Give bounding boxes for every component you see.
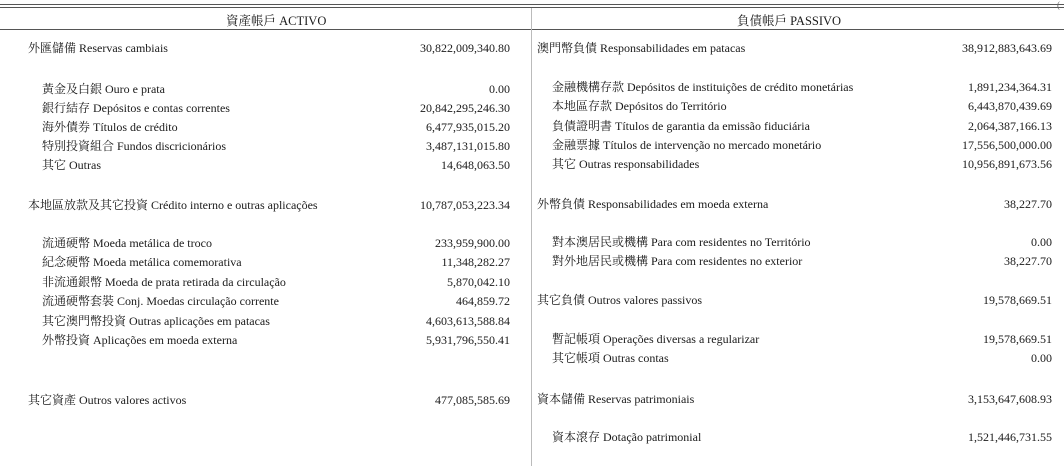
row-label: 金融機構存款 Depósitos de instituições de crédito monetárias bbox=[552, 80, 854, 94]
row-value: 10,787,053,223.34 bbox=[420, 198, 510, 212]
row-value: 0.00 bbox=[489, 82, 510, 96]
row-value: 14,648,063.50 bbox=[441, 158, 510, 172]
row-label: 暫記帳項 Operações diversas a regularizar bbox=[552, 332, 760, 346]
liability-row-foreign-currency bbox=[537, 196, 1052, 212]
assets-header: 資產帳戶 ACTIVO bbox=[226, 14, 327, 28]
row-label: 本地區放款及其它投資 Crédito interno e outras aplicações bbox=[28, 198, 318, 212]
asset-row-commemorative-coins bbox=[42, 254, 510, 270]
top-rule bbox=[0, 4, 1064, 5]
liability-row-institution-deposits bbox=[552, 79, 1052, 95]
row-value: 464,859.72 bbox=[456, 294, 510, 308]
row-label: 對外地居民或機構 Para com residentes no exterior bbox=[552, 254, 803, 268]
top-rule-double bbox=[0, 7, 1064, 8]
liability-row-resident-institutions bbox=[552, 234, 1052, 250]
row-value: 19,578,669.51 bbox=[983, 293, 1052, 307]
asset-row-others bbox=[42, 157, 510, 173]
liability-row-other-liabilities bbox=[537, 292, 1052, 308]
corner-mark: ( bbox=[1057, 0, 1060, 10]
row-label: 銀行結存 Depósitos e contas correntes bbox=[42, 101, 230, 115]
row-value: 38,227.70 bbox=[1004, 197, 1052, 211]
row-label: 其它澳門幣投資 Outras aplicações em patacas bbox=[42, 314, 270, 328]
row-label: 流通硬幣 Moeda metálica de troco bbox=[42, 236, 212, 250]
row-label: 本地區存款 Depósitos do Território bbox=[552, 99, 727, 113]
row-label: 流通硬幣套裝 Conj. Moedas circulação corrente bbox=[42, 294, 279, 308]
liability-row-debt-certificates bbox=[552, 118, 1052, 134]
row-value: 233,959,900.00 bbox=[435, 236, 510, 250]
asset-row-foreign-reserves bbox=[28, 40, 510, 56]
row-value: 1,891,234,364.31 bbox=[968, 80, 1052, 94]
row-label: 外幣負債 Responsabilidades em moeda externa bbox=[537, 197, 769, 211]
row-label: 外匯儲備 Reservas cambiais bbox=[28, 41, 168, 55]
row-label: 其它負債 Outros valores passivos bbox=[537, 293, 702, 307]
asset-row-coin-sets bbox=[42, 293, 510, 309]
liability-row-other-accounts bbox=[552, 350, 1052, 366]
liabilities-header: 負債帳戶 PASSIVO bbox=[737, 14, 842, 28]
row-label: 澳門幣負債 Responsabilidades em patacas bbox=[537, 41, 746, 55]
row-value: 17,556,500,000.00 bbox=[962, 138, 1052, 152]
asset-row-gold-silver bbox=[42, 81, 510, 97]
liability-row-nonresident-institutions bbox=[552, 253, 1052, 269]
row-label: 其它 Outras responsabilidades bbox=[552, 157, 700, 171]
row-label: 黃金及白銀 Ouro e prata bbox=[42, 82, 165, 96]
asset-row-local-credit bbox=[28, 197, 510, 213]
asset-row-pataca-investments bbox=[42, 313, 510, 329]
row-value: 3,487,131,015.80 bbox=[426, 139, 510, 153]
liability-row-capital-endowment bbox=[552, 429, 1052, 445]
row-value: 0.00 bbox=[1031, 235, 1052, 249]
row-label: 紀念硬幣 Moeda metálica comemorativa bbox=[42, 255, 242, 269]
row-label: 其它帳項 Outras contas bbox=[552, 351, 669, 365]
row-value: 20,842,295,246.30 bbox=[420, 101, 510, 115]
row-label: 特別投資組合 Fundos discricionários bbox=[42, 139, 226, 153]
row-value: 6,443,870,439.69 bbox=[968, 99, 1052, 113]
asset-row-bank-deposits bbox=[42, 100, 510, 116]
row-label: 資本儲備 Reservas patrimoniais bbox=[537, 392, 695, 406]
row-value: 30,822,009,340.80 bbox=[420, 41, 510, 55]
row-value: 5,870,042.10 bbox=[447, 275, 510, 289]
liability-row-territory-deposits bbox=[552, 98, 1052, 114]
liability-row-monetary-bills bbox=[552, 137, 1052, 153]
asset-row-special-portfolio bbox=[42, 138, 510, 154]
row-value: 38,227.70 bbox=[1004, 254, 1052, 268]
row-label: 負債證明書 Títulos de garantia da emissão fiduciária bbox=[552, 119, 810, 133]
row-value: 2,064,387,166.13 bbox=[968, 119, 1052, 133]
row-value: 5,931,796,550.41 bbox=[426, 333, 510, 347]
row-label: 金融票據 Títulos de intervenção no mercado monetário bbox=[552, 138, 822, 152]
liability-row-suspense-accounts bbox=[552, 331, 1052, 347]
row-value: 0.00 bbox=[1031, 351, 1052, 365]
liability-row-other-responsibilities bbox=[552, 156, 1052, 172]
row-label: 資本滾存 Dotação patrimonial bbox=[552, 430, 702, 444]
row-value: 38,912,883,643.69 bbox=[962, 41, 1052, 55]
row-value: 11,348,282.27 bbox=[441, 255, 510, 269]
asset-row-circulating-coins bbox=[42, 235, 510, 251]
liability-row-capital-reserves bbox=[537, 391, 1052, 407]
row-value: 477,085,585.69 bbox=[435, 393, 510, 407]
row-value: 6,477,935,015.20 bbox=[426, 120, 510, 134]
row-label: 外幣投資 Aplicações em moeda externa bbox=[42, 333, 238, 347]
row-value: 19,578,669.51 bbox=[983, 332, 1052, 346]
liability-row-pataca-liabilities bbox=[537, 40, 1052, 56]
asset-row-other-assets bbox=[28, 392, 510, 408]
row-label: 對本澳居民或機構 Para com residentes no Território bbox=[552, 235, 811, 249]
asset-row-silver-coins bbox=[42, 274, 510, 290]
row-value: 3,153,647,608.93 bbox=[968, 392, 1052, 406]
asset-row-foreign-investments bbox=[42, 332, 510, 348]
column-divider bbox=[531, 8, 532, 466]
row-value: 10,956,891,673.56 bbox=[962, 157, 1052, 171]
row-label: 其它 Outras bbox=[42, 158, 101, 172]
row-label: 非流通銀幣 Moeda de prata retirada da circulação bbox=[42, 275, 286, 289]
row-value: 4,603,613,588.84 bbox=[426, 314, 510, 328]
row-value: 1,521,446,731.55 bbox=[968, 430, 1052, 444]
row-label: 海外債券 Títulos de crédito bbox=[42, 120, 178, 134]
header-rule bbox=[0, 29, 1064, 30]
row-label: 其它資產 Outros valores activos bbox=[28, 393, 187, 407]
asset-row-overseas-bonds bbox=[42, 119, 510, 135]
